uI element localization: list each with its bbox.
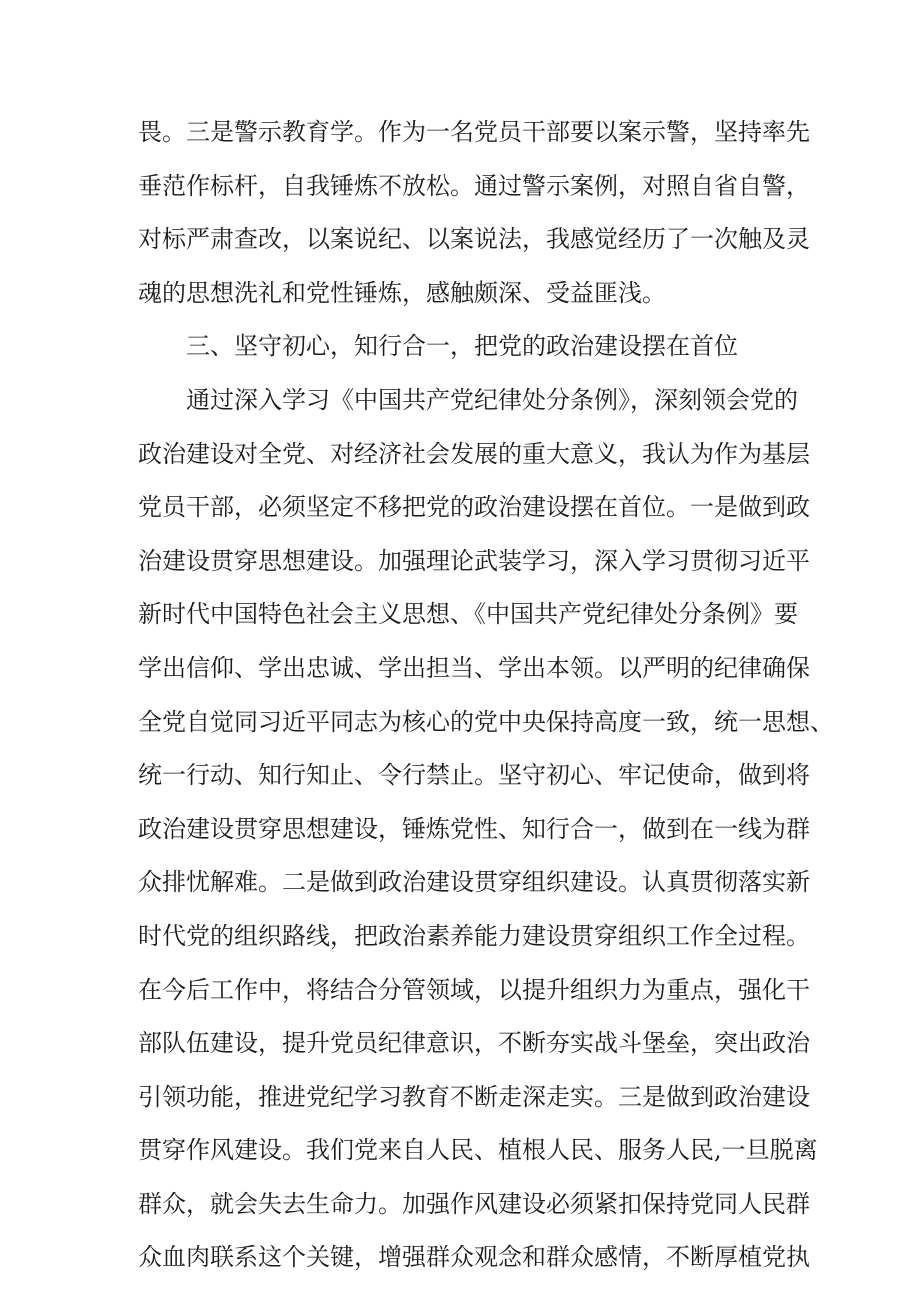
document-body xyxy=(138,106,834,1285)
paragraph-line: 党员干部，必须坚定不移把党的政治建设摆在首位。一是做到政 xyxy=(138,493,810,522)
paragraph-line: 统一行动、知行知止、令行禁止。坚守初心、牢记使命，做到将 xyxy=(138,761,810,790)
paragraph-line: 学出信仰、学出忠诚、学出担当、学出本领。以严明的纪律确保 xyxy=(138,653,810,682)
paragraph-line: 政治建设对全党、对经济社会发展的重大意义，我认为作为基层 xyxy=(138,439,810,468)
paragraph-line: 众血肉联系这个关键，增强群众观念和群众感情，不断厚植党执 xyxy=(138,1243,810,1272)
paragraph-line: 通过深入学习《中国共产党纪律处分条例》，深刻领会党的 xyxy=(186,385,798,414)
paragraph-line: 治建设贯穿思想建设。加强理论武装学习，深入学习贯彻习近平 xyxy=(138,546,810,575)
paragraph-line: 垂范作标杆，自我锤炼不放松。通过警示案例，对照自省自警， xyxy=(138,171,810,200)
paragraph-line: 魂的思想洗礼和党性锤炼，感触颇深、受益匪浅。 xyxy=(138,278,666,307)
paragraph-line: 政治建设贯穿思想建设，锤炼党性、知行合一，做到在一线为群 xyxy=(138,814,810,843)
paragraph-line: 新时代中国特色社会主义思想、《中国共产党纪律处分条例》要 xyxy=(138,600,798,629)
paragraph-line: 众排忧解难。二是做到政治建设贯穿组织建设。认真贯彻落实新 xyxy=(138,868,810,897)
paragraph-line: 对标严肃查改，以案说纪、以案说法，我感觉经历了一次触及灵 xyxy=(138,225,810,254)
paragraph-line: 全党自觉同习近平同志为核心的党中央保持高度一致，统一思想、 xyxy=(138,707,834,736)
paragraph-line: 畏。三是警示教育学。作为一名党员干部要以案示警，坚持率先 xyxy=(138,118,810,146)
paragraph-line: 时代党的组织路线，把政治素养能力建设贯穿组织工作全过程。 xyxy=(138,921,810,950)
paragraph-line: 群众，就会失去生命力。加强作风建设必须紧扣保持党同人民群 xyxy=(138,1189,810,1218)
paragraph-line: 引领功能，推进党纪学习教育不断走深走实。三是做到政治建设 xyxy=(138,1082,810,1111)
section-heading: 三、坚守初心，知行合一，把党的政治建设摆在首位 xyxy=(186,332,738,361)
paragraph-line: 在今后工作中，将结合分管领域，以提升组织力为重点，强化干 xyxy=(138,975,810,1004)
paragraph-line: 贯穿作风建设。我们党来自人民、植根人民、服务人民,一旦脱离 xyxy=(138,1136,818,1165)
paragraph-line: 部队伍建设，提升党员纪律意识，不断夯实战斗堡垒，突出政治 xyxy=(138,1029,810,1058)
